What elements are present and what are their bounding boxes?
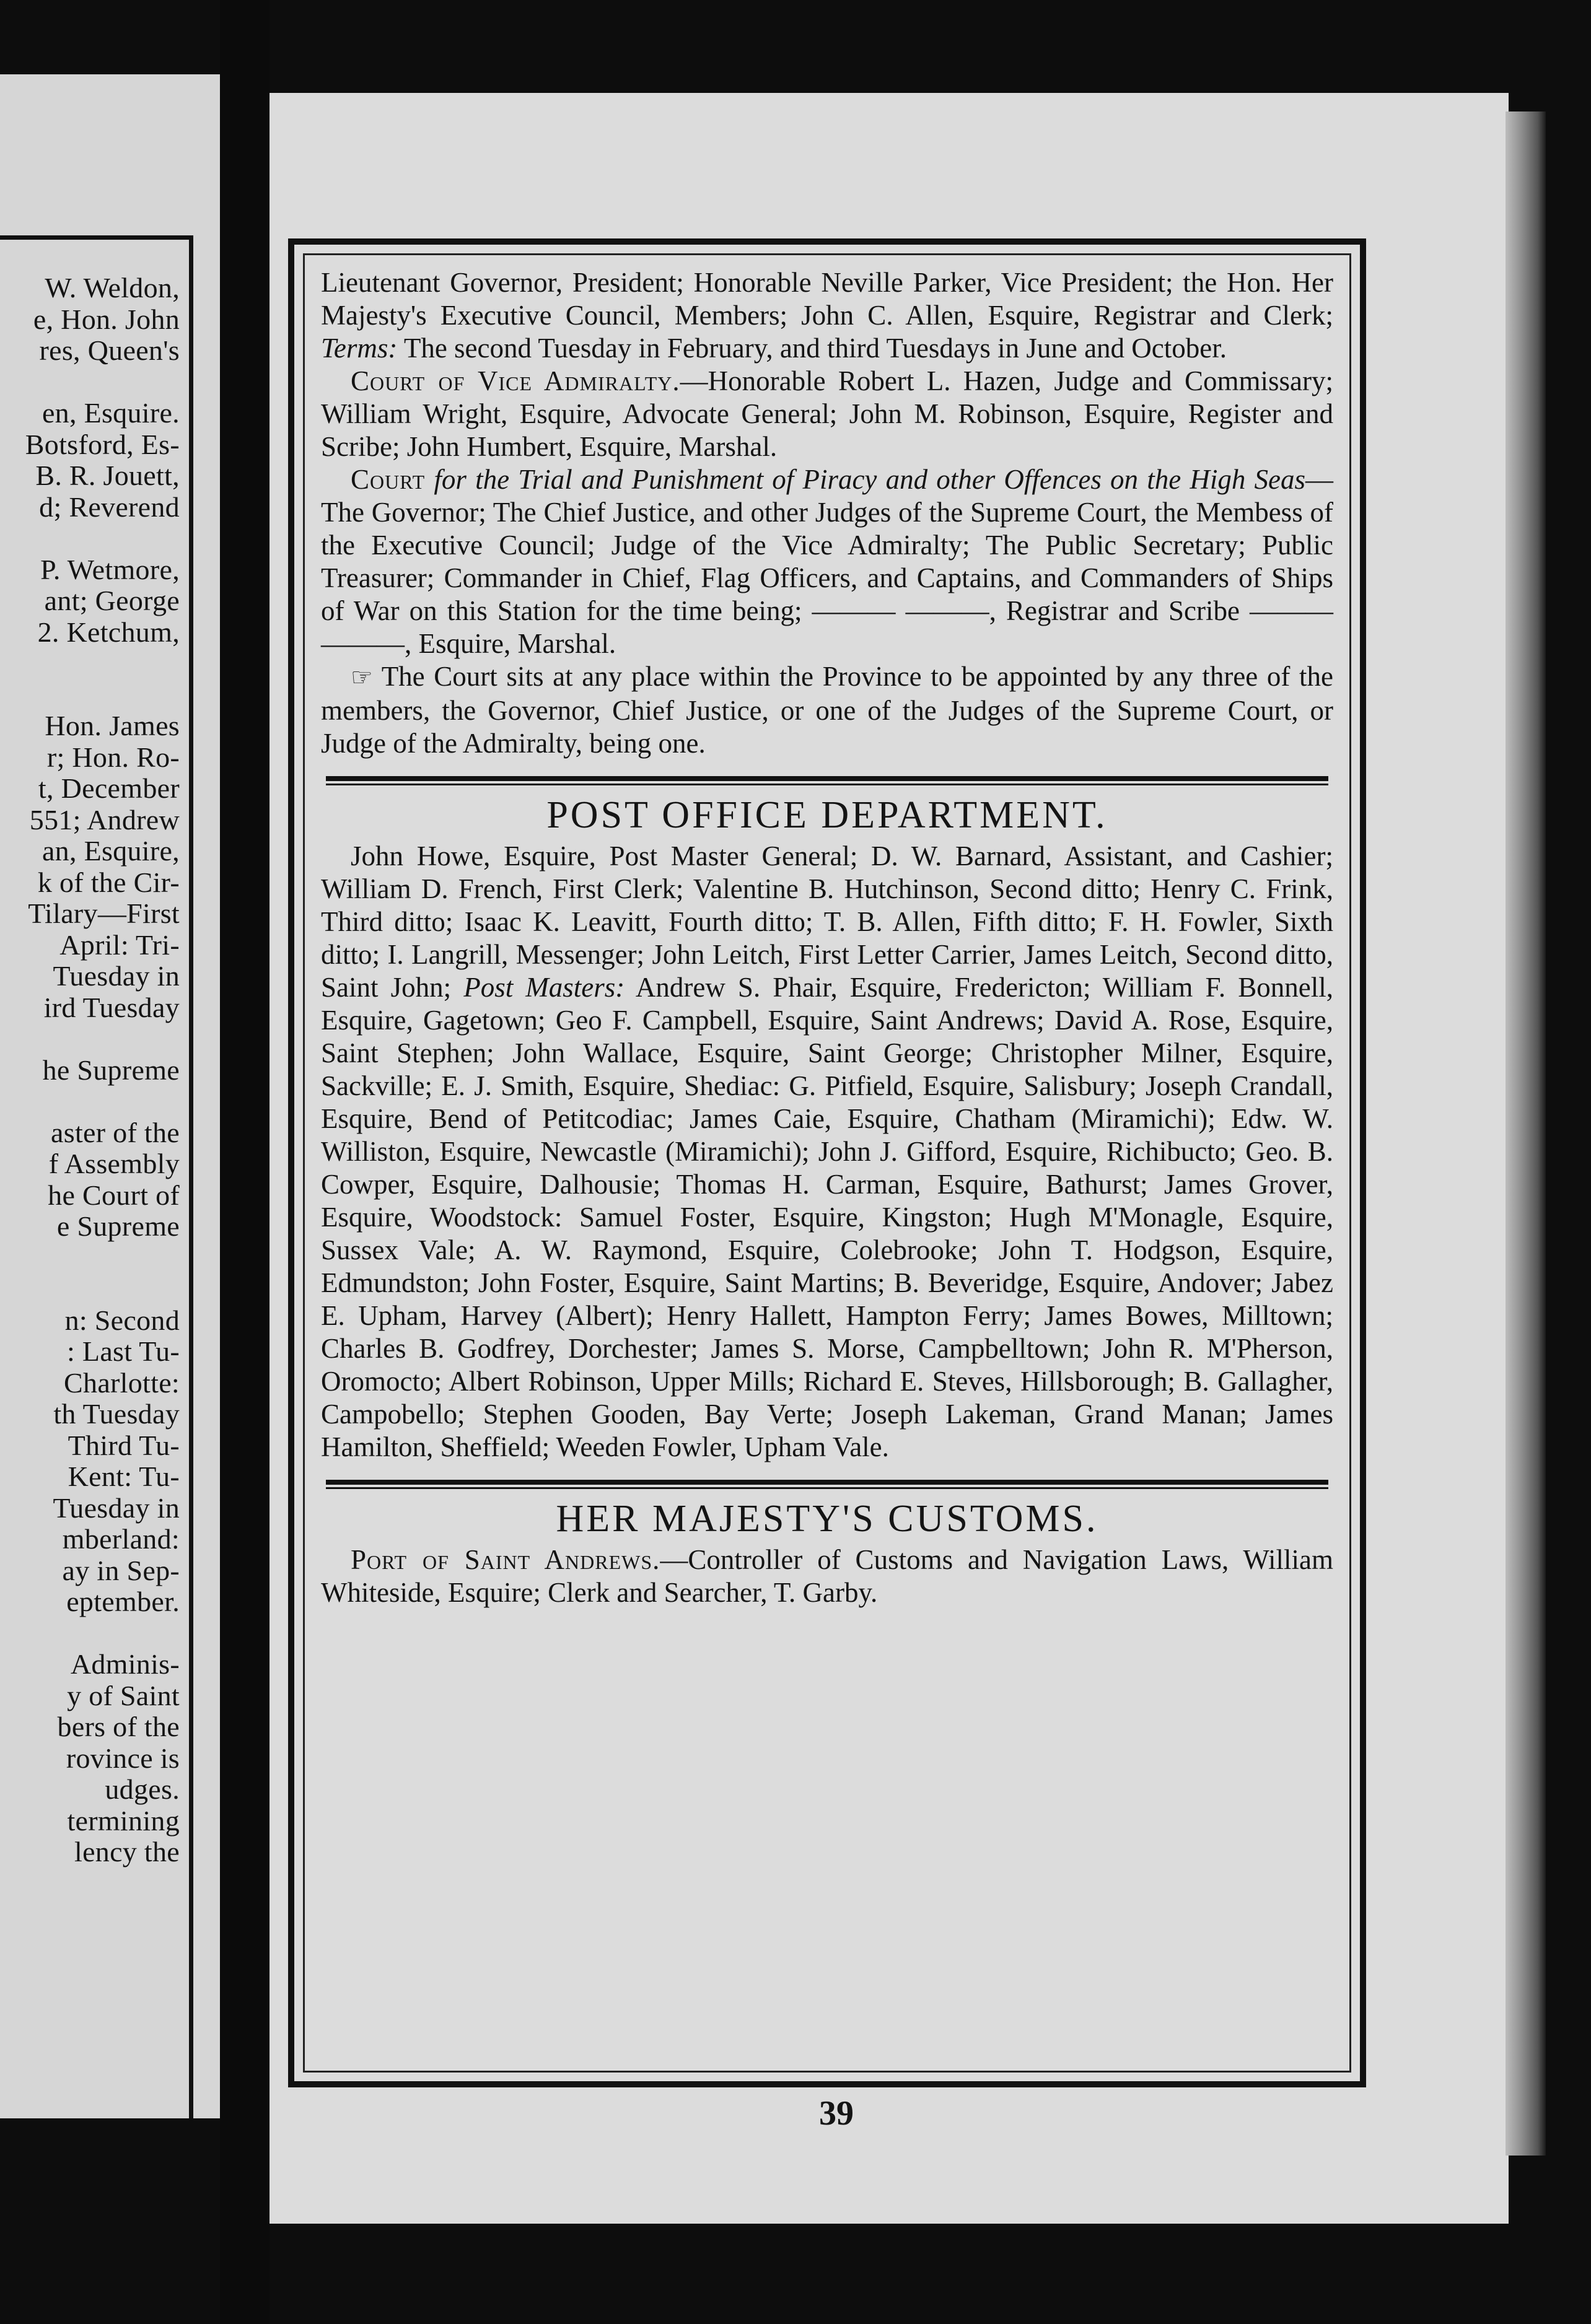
page-number: 39 bbox=[819, 2094, 854, 2133]
terms-label: Terms: bbox=[321, 333, 398, 364]
section-divider bbox=[326, 1480, 1328, 1489]
facing-page-line: ird Tuesday bbox=[43, 992, 180, 1023]
facing-page-line: Botsford, Es- bbox=[25, 429, 180, 460]
facing-page-fragment bbox=[0, 74, 220, 2118]
facing-page-line: bers of the bbox=[57, 1711, 180, 1742]
facing-page-line: 2. Ketchum, bbox=[37, 616, 180, 648]
facing-page-line: P. Wetmore, bbox=[40, 554, 180, 585]
facing-page-line: Tuesday in bbox=[53, 961, 180, 992]
facing-page-line bbox=[0, 1086, 180, 1117]
facing-page-line: eptember. bbox=[66, 1586, 180, 1617]
terms-text: The second Tuesday in February, and third Tuesdays in June and October. bbox=[403, 333, 1227, 364]
customs-port-label: Port of Saint Andrews. bbox=[351, 1544, 660, 1575]
facing-page-line: e Supreme bbox=[56, 1211, 180, 1242]
facing-page-line: y of Saint bbox=[67, 1680, 180, 1711]
facing-page-line: ant; George bbox=[44, 585, 180, 616]
facing-page-line: he Court of bbox=[48, 1179, 180, 1211]
council-text: Lieutenant Governor, President; Honorable Neville Parker, Vice President; the Hon. Her Majesty's Executive Council, Members; John C. Allen, Esquire, Registrar and Clerk; bbox=[321, 267, 1333, 331]
piracy-court-paragraph bbox=[321, 463, 1333, 660]
post-masters-text: Andrew S. Phair, Esquire, Fredericton; William F. Bonnell, Esquire, Gagetown; Geo F. Campbell, Esquire, Saint Andrews; David A. Rose, Esquire, Saint Stephen; John Wallace, Esquire, Saint George; Christopher Milner, Esquire, Sackville; E. J. Smith, Esquire, Shediac: G. Pitfield, Esquire, Salisbury; Joseph Crandall, Esquire, Bend of Petitcodiac; James Caie, Esquire, Chatham (Miramichi); Edw. W. Williston, Esquire, Newcastle (Miramichi); John J. Gifford, Esquire, Richibucto; Geo. B. Cowper, Esquire, Dalhousie; Thomas H. Carman, Esquire, Bathurst; James Grover, Esquire, Woodstock: Samuel Foster, Esquire, Kingston; Hugh M'Monagle, Esquire, Sussex Vale; A. W. Raymond, Esquire, Colebrooke; John T. Hodgson, Esquire, Edmundston; John Foster, Esquire, Saint Martins; B. Beveridge, Esquire, Andover; Jabez E. Upham, Harvey (Albert); Henry Hallett, Hampton Ferry; James Bowes, Milltown; Charles B. Godfrey, Dorchester; James S. Morse, Campbelltown; John R. M'Pherson, Oromocto; Albert Robinson, Upper Mills; Richard E. Steves, Hillsborough; B. Gallagher, Campobello; Stephen Gooden, Bay Verte; Joseph Lakeman, Grand Manan; James Hamilton, Sheffield; Weeden Fowler, Upham Vale. bbox=[321, 972, 1334, 1462]
post-office-paragraph bbox=[321, 840, 1333, 1464]
facing-page-line: he Supreme bbox=[42, 1054, 180, 1086]
facing-page-line: Third Tu- bbox=[68, 1430, 180, 1461]
vice-admiralty-paragraph bbox=[321, 365, 1333, 463]
court-note-text: The Court sits at any place within the Province to be appointed by any three of the members, the Governor, Chief Justice, or one of the Judges of the Supreme Court, or Judge of the Admiralty, being one. bbox=[321, 661, 1333, 759]
customs-paragraph bbox=[321, 1544, 1333, 1609]
facing-page-line: aster of the bbox=[51, 1117, 180, 1148]
facing-page-line: en, Esquire. bbox=[42, 398, 180, 429]
facing-page-line: April: Tri- bbox=[59, 929, 180, 961]
customs-text: —Controller of Customs and Navigation Laws, William Whiteside, Esquire; Clerk and Searcher, T. Garby. bbox=[321, 1544, 1334, 1608]
facing-page-line bbox=[0, 1023, 180, 1055]
post-office-staff-text: John Howe, Esquire, Post Master General; D. W. Barnard, Assistant, and Cashier; William D. French, First Clerk; Valentine B. Hutchinson, Second ditto; Henry C. Frink, Third ditto; Isaac K. Leavitt, Fourth ditto; T. B. Allen, Fifth ditto; F. H. Fowler, Sixth ditto; I. Langrill, Messenger; John Leitch, First Letter Carrier, James Leitch, Second ditto, Saint John; bbox=[321, 841, 1333, 1003]
facing-page-line: Hon. James bbox=[45, 710, 180, 741]
facing-page-line: termining bbox=[67, 1805, 180, 1837]
customs-heading: HER MAJESTY'S CUSTOMS. bbox=[556, 1498, 1098, 1540]
book-gutter bbox=[220, 0, 270, 2324]
facing-page-line: : Last Tu- bbox=[67, 1336, 180, 1367]
council-paragraph bbox=[321, 266, 1333, 365]
facing-page-line: th Tuesday bbox=[53, 1399, 180, 1430]
post-masters-label: Post Masters: bbox=[463, 972, 625, 1003]
text-frame bbox=[288, 238, 1366, 2087]
facing-page-line: n: Second bbox=[64, 1304, 180, 1336]
facing-page-line bbox=[0, 523, 180, 554]
facing-page-line: t, December bbox=[38, 773, 180, 804]
facing-page-line: e, Hon. John bbox=[33, 304, 180, 335]
text-frame-inner bbox=[303, 253, 1351, 2073]
facing-page-line: mberland: bbox=[62, 1524, 180, 1555]
facing-page-line: lency the bbox=[74, 1837, 180, 1868]
court-note-paragraph bbox=[321, 660, 1333, 760]
facing-page-line: f Assembly bbox=[48, 1148, 180, 1179]
facing-page-line bbox=[0, 1618, 180, 1649]
facing-page-line bbox=[0, 648, 180, 679]
facing-page-line: res, Queen's bbox=[39, 335, 180, 366]
post-office-heading: POST OFFICE DEPARTMENT. bbox=[546, 794, 1108, 836]
vice-admiralty-text: —Honorable Robert L. Hazen, Judge and Commissary; William Wright, Esquire, Advocate General; John M. Robinson, Esquire, Register and Scribe; John Humbert, Esquire, Marshal. bbox=[321, 365, 1334, 462]
facing-page-line: ay in Sep- bbox=[62, 1555, 180, 1586]
page-edge-shadow bbox=[1506, 111, 1546, 2156]
facing-page-line: rovince is bbox=[66, 1742, 180, 1774]
facing-page-line: W. Weldon, bbox=[45, 273, 180, 304]
facing-page-line: d; Reverend bbox=[39, 491, 180, 523]
piracy-court-text: —The Governor; The Chief Justice, and other Judges of the Supreme Court, the Membess of the Executive Council; Judge of the Vice Admiralty; The Public Secretary; Public Treasurer; Commander in Chief, Flag Officers, and Captains, and Commanders of Ships of War on this Station for the time being; ——— ———, Registrar and Scribe ——— ———, Esquire, Marshal. bbox=[321, 464, 1334, 659]
facing-page-line: Tilary—First bbox=[28, 898, 180, 929]
facing-page-line: r; Hon. Ro- bbox=[46, 741, 180, 773]
section-divider bbox=[326, 776, 1328, 785]
facing-page-line: Charlotte: bbox=[64, 1367, 180, 1399]
facing-page-line: k of the Cir- bbox=[37, 867, 180, 898]
facing-page-line: B. R. Jouett, bbox=[35, 460, 180, 491]
facing-page-text bbox=[0, 273, 180, 1868]
facing-page-line bbox=[0, 679, 180, 711]
facing-page-line: an, Esquire, bbox=[42, 836, 180, 867]
facing-page-line: udges. bbox=[105, 1774, 180, 1805]
piracy-court-label: Court bbox=[351, 464, 426, 495]
piracy-court-title: for the Trial and Punishment of Piracy and other Offences on the High Seas bbox=[434, 464, 1306, 495]
facing-page-line: Kent: Tu- bbox=[68, 1461, 180, 1492]
pointing-hand-icon: ☞ bbox=[351, 663, 373, 692]
facing-page-line bbox=[0, 367, 180, 398]
facing-page-line: Adminis- bbox=[70, 1649, 180, 1680]
facing-page-line: Tuesday in bbox=[53, 1492, 180, 1524]
facing-page-line bbox=[0, 1243, 180, 1274]
facing-page-line: 551; Andrew bbox=[29, 804, 180, 836]
facing-page-line bbox=[0, 1273, 180, 1305]
vice-admiralty-label: Court of Vice Admiralty. bbox=[351, 365, 680, 396]
